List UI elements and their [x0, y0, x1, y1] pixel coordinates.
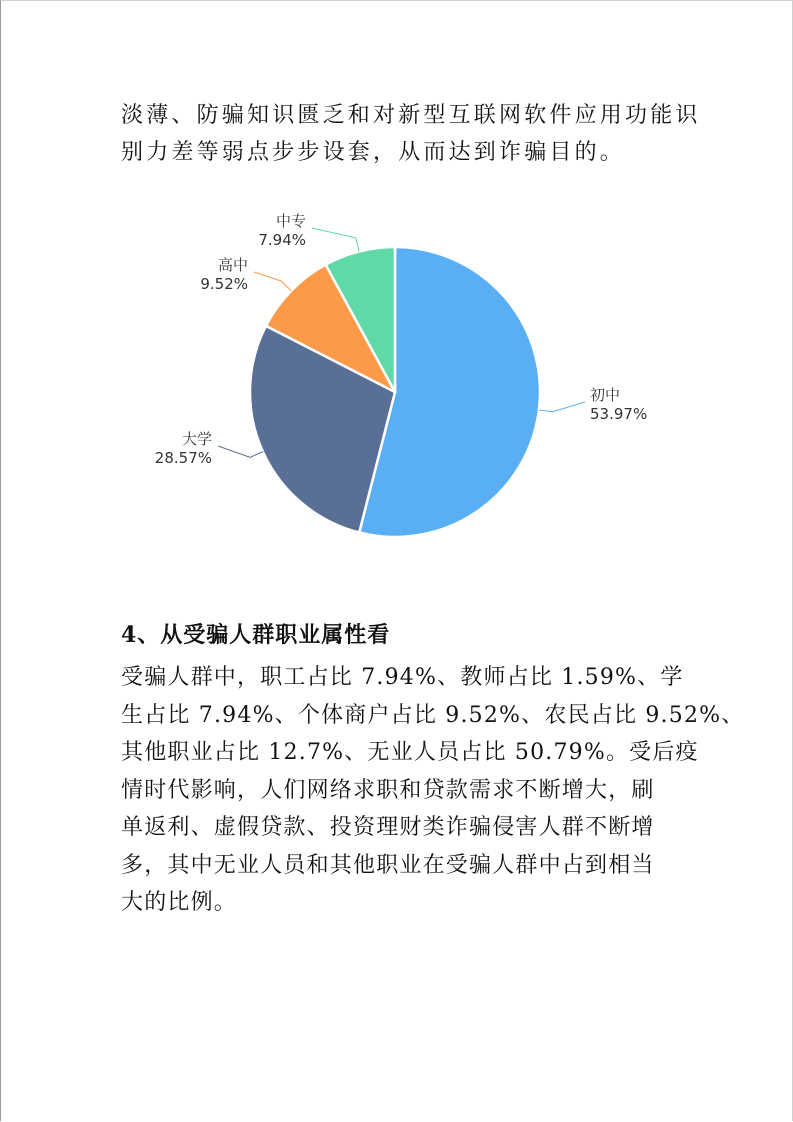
text-line: 淡薄、防骗知识匮乏和对新型互联网软件应用功能识	[121, 103, 701, 128]
slice-label-1: 初中	[590, 386, 621, 404]
section-heading: 4、从受骗人群职业属性看	[121, 622, 391, 648]
leader-line-4	[312, 228, 359, 251]
text-line: 多，其中无业人员和其他职业在受骗人群中占到相当	[121, 852, 655, 878]
slice-label-3: 高中	[217, 256, 248, 274]
slice-label-2: 大学	[181, 430, 212, 448]
text-line: 别力差等弱点步步设套，从而达到诈骗目的。	[121, 140, 626, 165]
paragraph-occupation	[121, 659, 745, 922]
text-line: 情时代影响，人们网络求职和贷款需求不断增大，刷	[121, 777, 655, 803]
text-line: 单返利、虚假贷款、投资理财类诈骗侵害人群不断增	[121, 815, 655, 840]
leader-line-1	[539, 402, 585, 412]
slice-value-label-1: 53.97%	[590, 405, 648, 423]
leader-line-2	[218, 446, 263, 457]
paragraph-top	[121, 97, 701, 171]
slice-value-label-3: 9.52%	[200, 275, 248, 293]
pie-slices	[250, 247, 540, 537]
slice-label-4: 中专	[275, 212, 306, 230]
text-line: 受骗人群中，职工占比 7.94%、教师占比 1.59%、学	[121, 665, 684, 690]
slice-value-label-2: 28.57%	[154, 449, 212, 467]
slice-value-label-4: 7.94%	[258, 231, 306, 249]
text-line: 大的比例。	[121, 890, 238, 915]
text-line: 生占比 7.94%、个体商户占比 9.52%、农民占比 9.52%、	[121, 702, 745, 728]
leader-line-3	[254, 272, 291, 291]
text-line: 其他职业占比 12.7%、无业人员占比 50.79%。受后疫	[121, 740, 699, 765]
education-pie-chart	[150, 210, 670, 560]
